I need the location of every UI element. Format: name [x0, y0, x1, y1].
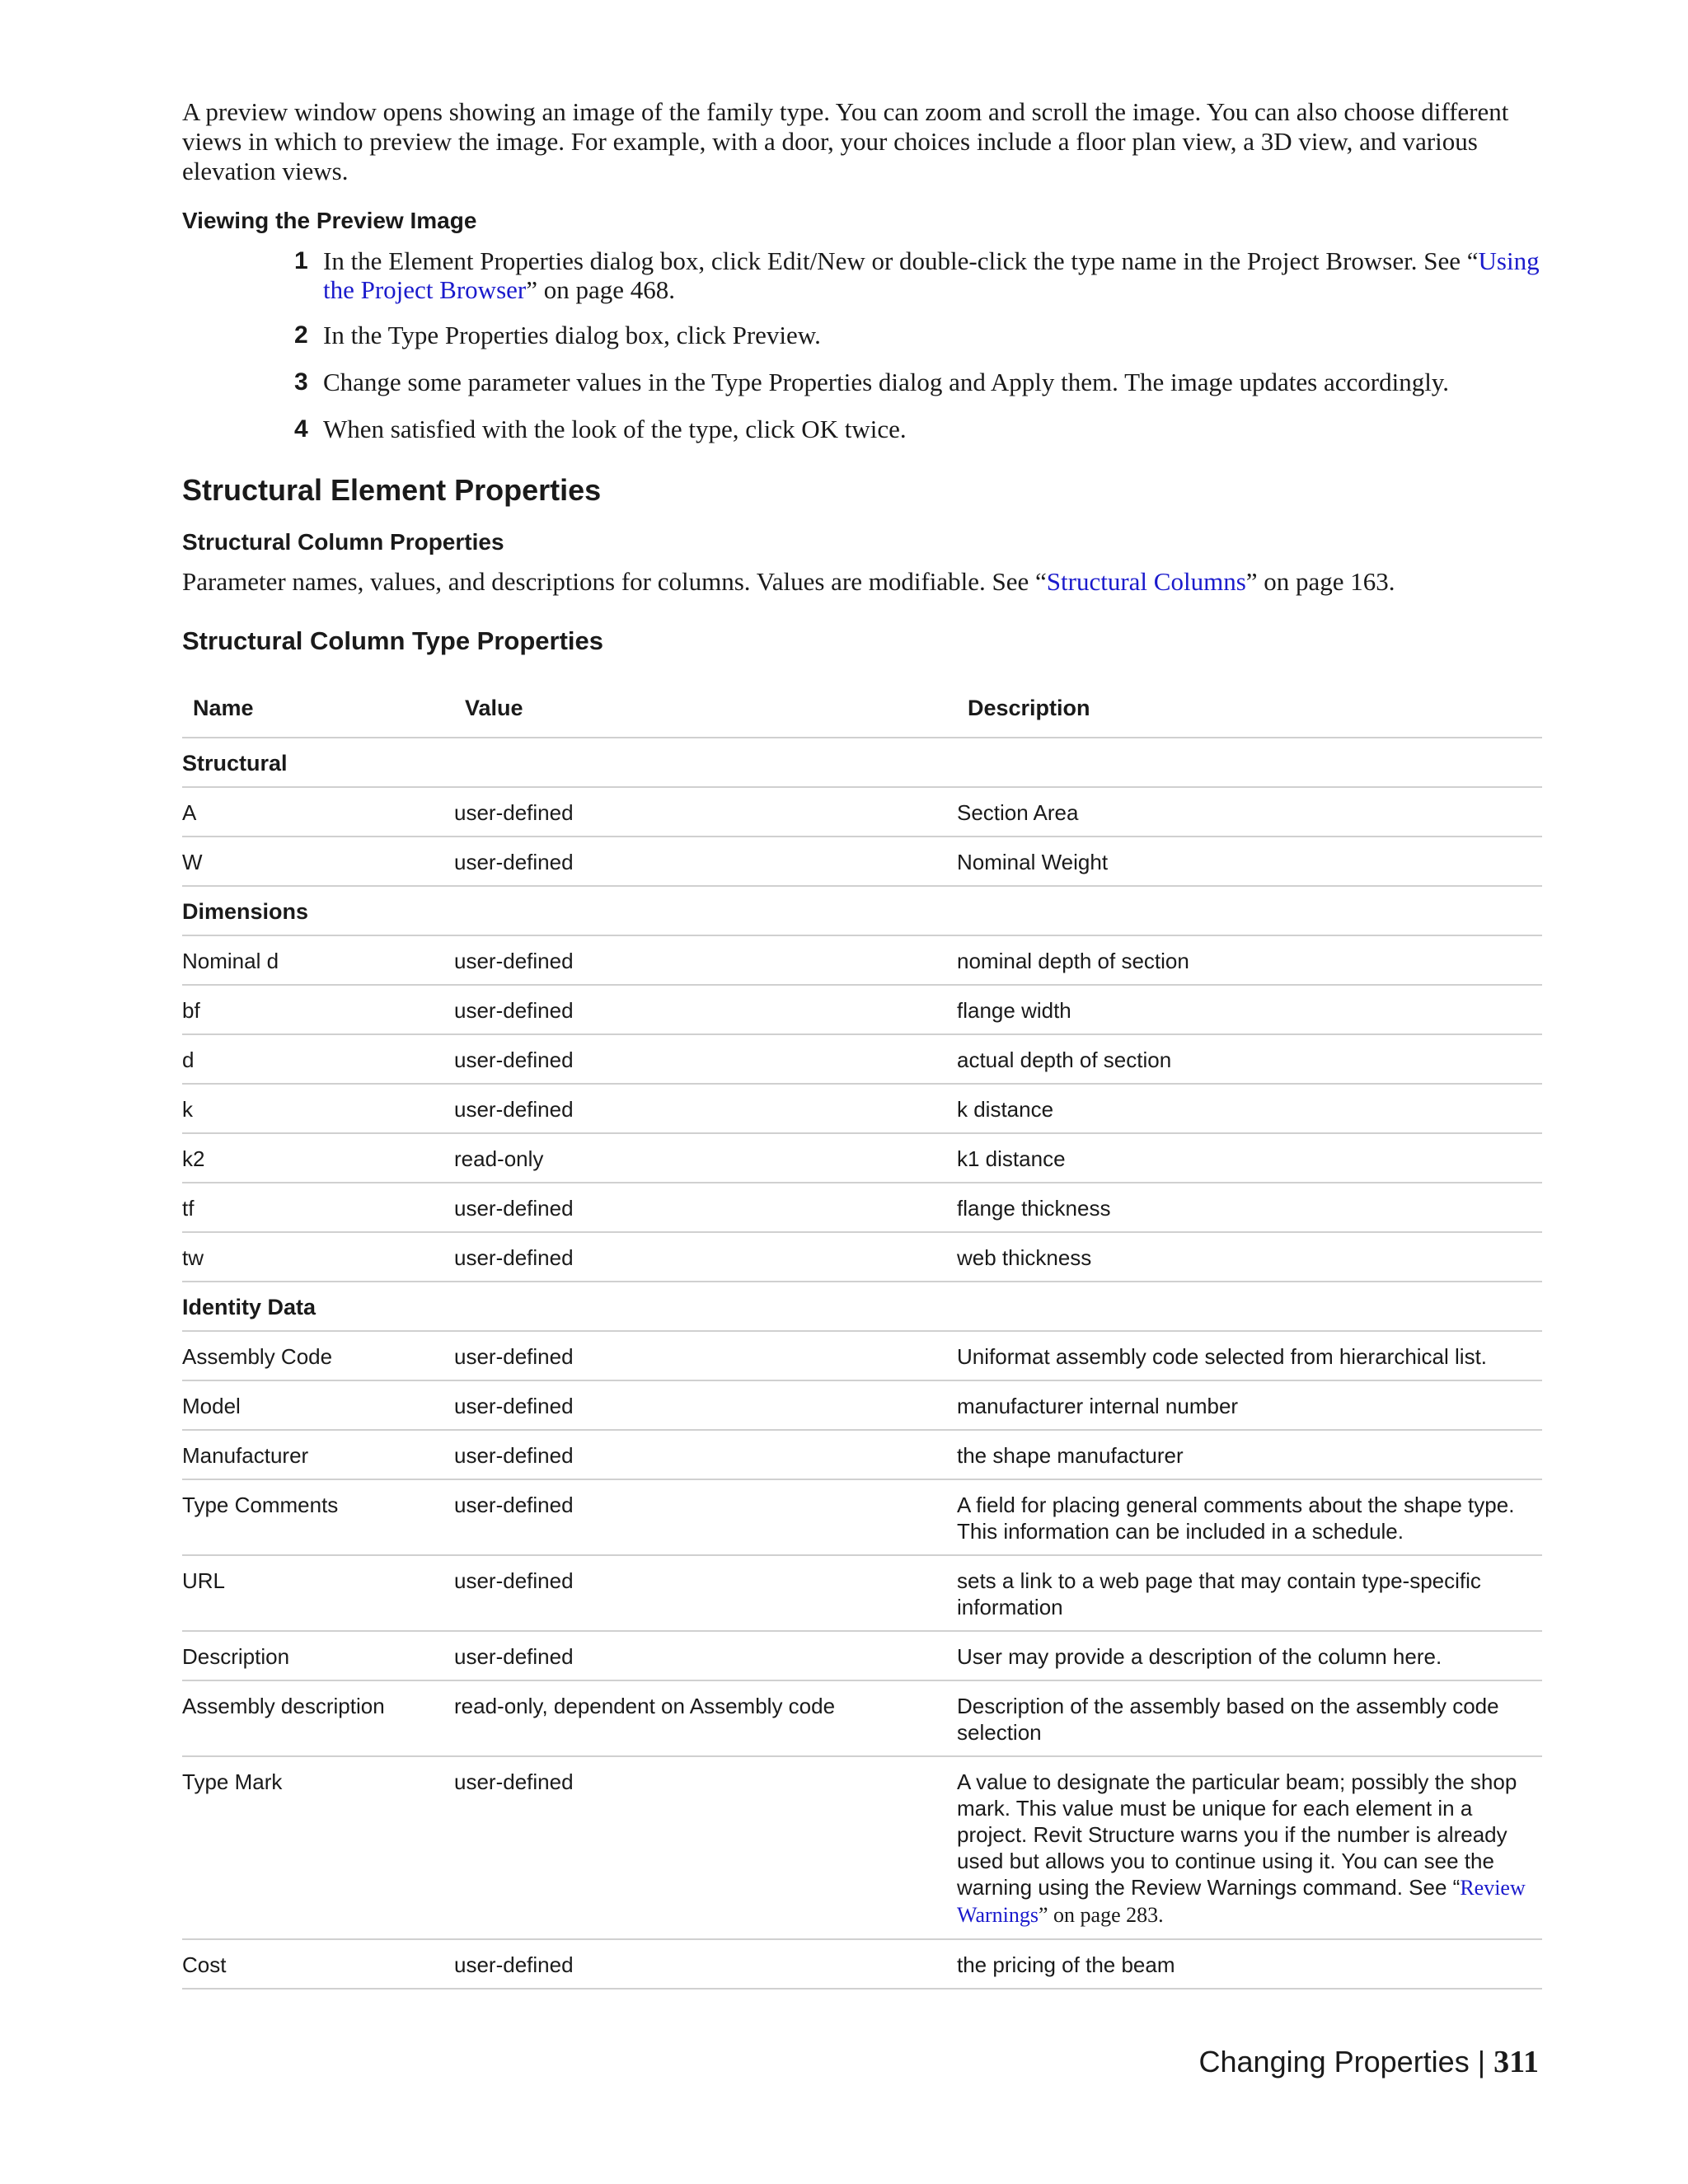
- cell-value: user-defined: [454, 787, 957, 837]
- cell-name: Type Comments: [182, 1479, 454, 1555]
- table-row: [182, 1380, 1542, 1430]
- cell-name: Description: [182, 1631, 454, 1680]
- cell-description: flange width: [957, 985, 1542, 1034]
- table-row: [182, 1331, 1542, 1380]
- structural-columns-link[interactable]: Structural Columns: [1046, 567, 1246, 596]
- header-description: Description: [957, 679, 1542, 738]
- cell-value: read-only: [454, 1133, 957, 1183]
- cell-value: user-defined: [454, 1084, 957, 1133]
- cell-description: k distance: [957, 1084, 1542, 1133]
- cell-value: user-defined: [454, 985, 957, 1034]
- cell-description: manufacturer internal number: [957, 1380, 1542, 1430]
- cell-value: user-defined: [454, 1183, 957, 1232]
- cell-name: Assembly Code: [182, 1331, 454, 1380]
- type-properties-table: [182, 679, 1542, 1990]
- cell-description: Section Area: [957, 787, 1542, 837]
- type-props-heading: Structural Column Type Properties: [182, 626, 604, 655]
- table-row: [182, 985, 1542, 1034]
- cell-description: the shape manufacturer: [957, 1430, 1542, 1479]
- cell-name: Manufacturer: [182, 1430, 454, 1479]
- cell-value: user-defined: [454, 1034, 957, 1084]
- cell-value: user-defined: [454, 1380, 957, 1430]
- cell-value: user-defined: [454, 1430, 957, 1479]
- steps-list: [182, 246, 1542, 443]
- table-row: [182, 787, 1542, 837]
- step-number: 3: [294, 368, 308, 396]
- cell-description: Nominal Weight: [957, 837, 1542, 886]
- cell-name: URL: [182, 1555, 454, 1631]
- cell-name: W: [182, 837, 454, 886]
- table-row: [182, 1183, 1542, 1232]
- step-1: [182, 246, 1542, 304]
- table-row: [182, 1680, 1542, 1756]
- section-heading: Structural Element Properties: [182, 473, 602, 507]
- cell-value: user-defined: [454, 1555, 957, 1631]
- table-row: [182, 1430, 1542, 1479]
- cell-description: nominal depth of section: [957, 935, 1542, 985]
- cell-description: User may provide a description of the column here.: [957, 1631, 1542, 1680]
- table-row: [182, 1034, 1542, 1084]
- column-props-text-end: ” on page 163.: [1245, 567, 1395, 596]
- table-row: [182, 1232, 1542, 1282]
- step-number: 4: [294, 415, 308, 443]
- table-row: [182, 1479, 1542, 1555]
- page-footer: [1199, 2044, 1540, 2080]
- cell-description: Uniformat assembly code selected from hierarchical list.: [957, 1331, 1542, 1380]
- table-row: [182, 1133, 1542, 1183]
- cell-value: user-defined: [454, 1631, 957, 1680]
- footer-separator: |: [1477, 2045, 1486, 2079]
- cell-name: Model: [182, 1380, 454, 1430]
- using-project-browser-link[interactable]: Using the Project Browser: [323, 246, 1540, 304]
- cell-name: tf: [182, 1183, 454, 1232]
- step-number: 2: [294, 321, 308, 349]
- group-row: [182, 886, 1542, 935]
- cell-description: sets a link to a web page that may contain type-specific information: [957, 1555, 1542, 1631]
- cell-value: user-defined: [454, 935, 957, 985]
- group-title: Dimensions: [182, 886, 1542, 935]
- table-row-type-mark: [182, 1756, 1542, 1939]
- step-text: In the Type Properties dialog box, click Preview.: [323, 321, 821, 349]
- table-row: [182, 935, 1542, 985]
- cell-description: actual depth of section: [957, 1034, 1542, 1084]
- column-props-text: Parameter names, values, and descriptions for columns. Values are modifiable. See “: [182, 567, 1047, 596]
- table-row: [182, 1631, 1542, 1680]
- review-warnings-link[interactable]: Review Warnings: [957, 1876, 1526, 1927]
- document-page: [182, 97, 1542, 1990]
- cell-value: user-defined: [454, 1479, 957, 1555]
- footer-title: Changing Properties: [1198, 2045, 1470, 2079]
- table-row: [182, 1084, 1542, 1133]
- group-row: [182, 1282, 1542, 1331]
- header-name: Name: [182, 679, 454, 738]
- cell-value: read-only, dependent on Assembly code: [454, 1680, 957, 1756]
- table-header-row: [182, 679, 1542, 738]
- cell-description: [957, 1756, 1542, 1939]
- cell-name: Type Mark: [182, 1756, 454, 1939]
- step-2: [182, 321, 1542, 349]
- cell-name: Assembly description: [182, 1680, 454, 1756]
- table-row: [182, 1939, 1542, 1989]
- cell-description: web thickness: [957, 1232, 1542, 1282]
- step-text: Change some parameter values in the Type Properties dialog and Apply them. The image updates accordingly.: [323, 368, 1450, 396]
- cell-description: flange thickness: [957, 1183, 1542, 1232]
- step-4: [182, 415, 1542, 443]
- header-value: Value: [454, 679, 957, 738]
- step-text: When satisfied with the look of the type, click OK twice.: [323, 415, 907, 443]
- cell-value: user-defined: [454, 1331, 957, 1380]
- column-props-heading: Structural Column Properties: [182, 529, 504, 555]
- type-mark-desc-end: ” on page 283.: [1039, 1903, 1164, 1927]
- table-row: [182, 1555, 1542, 1631]
- type-mark-desc-text: A value to designate the particular beam; possibly the shop mark. This value must be unique for each element in a project. Revit Structure warns you if the number is already used but allows you to continue using it. You can see the warning using the Review Warnings command. See “: [957, 1769, 1517, 1900]
- cell-value: user-defined: [454, 1939, 957, 1989]
- table-row: [182, 837, 1542, 886]
- step-text-end: ” on page 468.: [526, 275, 675, 304]
- cell-name: bf: [182, 985, 454, 1034]
- group-title: Identity Data: [182, 1282, 1542, 1331]
- group-title: Structural: [182, 738, 1542, 787]
- page-number: 311: [1493, 2045, 1539, 2079]
- column-props-paragraph: [182, 567, 1542, 597]
- cell-name: A: [182, 787, 454, 837]
- cell-description: A field for placing general comments about the shape type. This information can be included in a schedule.: [957, 1479, 1542, 1555]
- cell-value: user-defined: [454, 1232, 957, 1282]
- step-text: In the Element Properties dialog box, click Edit/New or double-click the type name in the Project Browser. See “: [323, 246, 1479, 275]
- step-3: [182, 368, 1542, 396]
- step-number: 1: [294, 247, 308, 274]
- cell-name: tw: [182, 1232, 454, 1282]
- viewing-heading: Viewing the Preview Image: [182, 208, 477, 233]
- cell-name: Cost: [182, 1939, 454, 1989]
- table-body: [182, 738, 1542, 1989]
- cell-name: k: [182, 1084, 454, 1133]
- cell-description: the pricing of the beam: [957, 1939, 1542, 1989]
- cell-value: user-defined: [454, 837, 957, 886]
- group-row: [182, 738, 1542, 787]
- cell-description: Description of the assembly based on the assembly code selection: [957, 1680, 1542, 1756]
- cell-value: user-defined: [454, 1756, 957, 1939]
- cell-name: k2: [182, 1133, 454, 1183]
- intro-paragraph: A preview window opens showing an image of the family type. You can zoom and scroll the image. You can also choose different views in which to preview the image. For example, with a door, your choices include a floor plan view, a 3D view, and various elevation views.: [182, 97, 1509, 185]
- cell-description: k1 distance: [957, 1133, 1542, 1183]
- cell-name: d: [182, 1034, 454, 1084]
- cell-name: Nominal d: [182, 935, 454, 985]
